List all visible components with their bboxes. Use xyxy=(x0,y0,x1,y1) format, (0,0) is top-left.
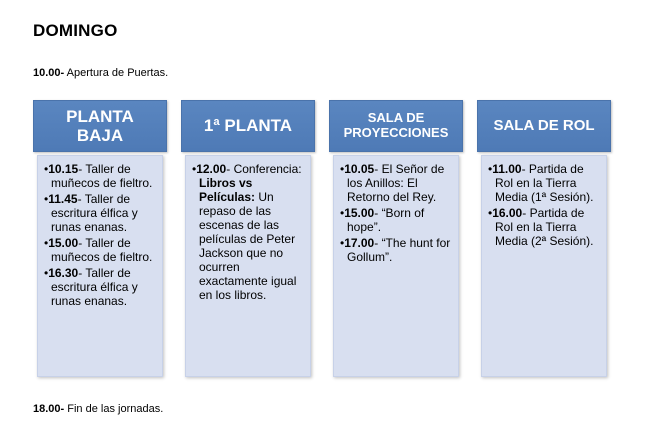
header-line-1: 1ª PLANTA xyxy=(203,116,293,136)
closing-line xyxy=(33,403,163,415)
column-body xyxy=(481,155,607,377)
item-time: 10.05 xyxy=(344,162,375,176)
item-text: - Taller de muñecos de fieltro. xyxy=(51,162,153,190)
header-line-2: PROYECCIONES xyxy=(343,125,449,140)
list-item xyxy=(488,206,603,248)
list-item xyxy=(44,162,159,190)
column-primera-planta xyxy=(181,100,315,377)
item-time: 16.00 xyxy=(492,206,523,220)
column-sala-rol xyxy=(477,100,611,377)
column-planta-baja xyxy=(33,100,167,377)
list-item xyxy=(488,162,603,204)
opening-time: 10.00- xyxy=(33,67,65,79)
closing-time: 18.00- xyxy=(33,403,65,415)
header-line-2: BAJA xyxy=(76,126,124,145)
list-item xyxy=(44,266,159,308)
item-time: 15.00 xyxy=(48,236,79,250)
list-item xyxy=(340,236,455,264)
header-line-1: PLANTA xyxy=(66,106,134,126)
column-header xyxy=(33,100,167,152)
item-text: - El Señor de los Anillos: El Retorno del Rey. xyxy=(347,162,445,204)
item-time: 17.00 xyxy=(344,236,375,250)
item-text: - “Born of hope”. xyxy=(347,206,425,234)
column-header xyxy=(181,100,315,152)
list-item xyxy=(44,192,159,234)
opening-line xyxy=(33,67,168,79)
opening-text: Apertura de Puertas. xyxy=(64,67,169,79)
item-text: - Partida de Rol en la Tierra Media (2ª Sesión). xyxy=(495,206,594,248)
item-text: - Taller de muñecos de fieltro. xyxy=(51,236,153,264)
closing-text: Fin de las jornadas. xyxy=(64,403,164,415)
header-line-1: SALA DE xyxy=(367,110,425,126)
item-time: 16.30 xyxy=(48,266,79,280)
column-body xyxy=(333,155,459,377)
list-item xyxy=(340,162,455,204)
column-body xyxy=(185,155,311,377)
column-body xyxy=(37,155,163,377)
item-time: 10.15 xyxy=(48,162,79,176)
list-item xyxy=(44,236,159,264)
column-header xyxy=(477,100,611,152)
item-text: Un repaso de las escenas de las películas de Peter Jackson que no ocurren exactamente igual en los libros. xyxy=(199,190,297,302)
item-text: - Partida de Rol en la Tierra Media (1ª Sesión). xyxy=(495,162,594,204)
item-text: - Conferencia: xyxy=(226,162,302,176)
column-sala-proyecciones xyxy=(329,100,463,377)
item-time: 11.45 xyxy=(48,192,78,206)
list-item xyxy=(340,206,455,234)
item-time: 11.00 xyxy=(492,162,522,176)
list-item xyxy=(192,162,307,302)
header-line-1: SALA DE ROL xyxy=(493,116,595,134)
item-text: - “The hunt for Gollum”. xyxy=(347,236,451,264)
item-text: - Taller de escritura élfica y runas enanas. xyxy=(51,192,138,234)
column-header xyxy=(329,100,463,152)
item-bold-text: Libros vs Películas: xyxy=(199,176,256,204)
page-title: DOMINGO xyxy=(33,21,118,40)
item-text: - Taller de escritura élfica y runas enanas. xyxy=(51,266,138,308)
item-time: 12.00 xyxy=(196,162,227,176)
item-time: 15.00 xyxy=(344,206,375,220)
